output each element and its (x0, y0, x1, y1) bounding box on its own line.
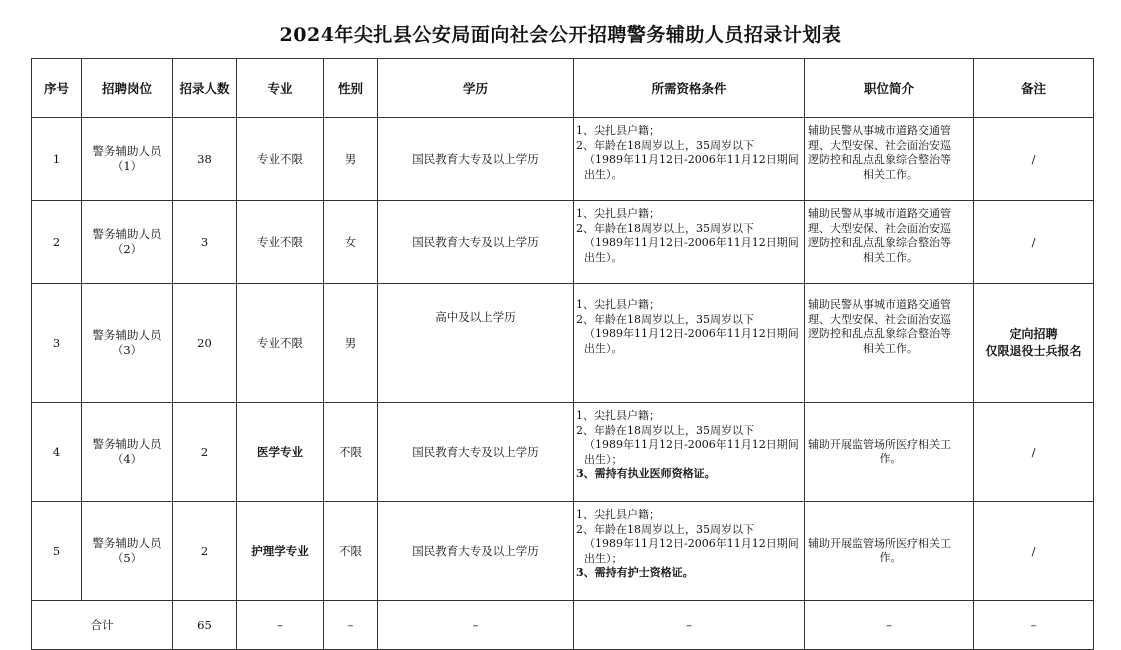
row-major: 医学专业 (237, 403, 324, 502)
row-education: 国民教育大专及以上学历 (378, 502, 574, 601)
total-dash: – (805, 601, 974, 650)
row-conditions: 1、尖扎县户籍； 2、年龄在18周岁以上，35周岁以下 （1989年11月12日-2006年11月12日期间 出生）； 3、需持有护士资格证。 (574, 502, 805, 601)
row-major: 专业不限 (237, 284, 324, 403)
row-conditions: 1、尖扎县户籍； 2、年龄在18周岁以上，35周岁以下 （1989年11月12日-2006年11月12日期间 出生）； 3、需持有执业医师资格证。 (574, 403, 805, 502)
row-duty: 辅助开展监管场所医疗相关工 作。 (805, 403, 974, 502)
total-row (32, 601, 1094, 650)
total-dash: – (574, 601, 805, 650)
row-conditions: 1、尖扎县户籍； 2、年龄在18周岁以上，35周岁以下 （1989年11月12日-2006年11月12日期间 出生）。 (574, 284, 805, 403)
header-duty: 职位简介 (805, 59, 974, 118)
row-note: / (974, 118, 1094, 201)
total-label: 合计 (32, 601, 173, 650)
row-post: 警务辅助人员 （1） (82, 118, 173, 201)
total-dash: – (974, 601, 1094, 650)
header-education: 学历 (378, 59, 574, 118)
row-count: 2 (173, 403, 237, 502)
row-count: 38 (173, 118, 237, 201)
row-no: 1 (32, 118, 82, 201)
row-gender: 不限 (324, 502, 378, 601)
row-no: 4 (32, 403, 82, 502)
row-count: 20 (173, 284, 237, 403)
row-post: 警务辅助人员 （3） (82, 284, 173, 403)
row-duty: 辅助开展监管场所医疗相关工 作。 (805, 502, 974, 601)
header-conditions: 所需资格条件 (574, 59, 805, 118)
row-no: 5 (32, 502, 82, 601)
row-conditions: 1、尖扎县户籍； 2、年龄在18周岁以上，35周岁以下 （1989年11月12日-2006年11月12日期间 出生）。 (574, 118, 805, 201)
row-count: 2 (173, 502, 237, 601)
page-title: 2024年尖扎县公安局面向社会公开招聘警务辅助人员招录计划表 (279, 24, 842, 46)
row-major: 专业不限 (237, 201, 324, 284)
table-row (32, 502, 1094, 601)
row-gender: 女 (324, 201, 378, 284)
row-note: / (974, 502, 1094, 601)
row-education: 国民教育大专及以上学历 (378, 118, 574, 201)
header-gender: 性别 (324, 59, 378, 118)
row-post: 警务辅助人员 （4） (82, 403, 173, 502)
row-count: 3 (173, 201, 237, 284)
header-major: 专业 (237, 59, 324, 118)
header-post: 招聘岗位 (82, 59, 173, 118)
total-dash: – (237, 601, 324, 650)
table-row (32, 284, 1094, 403)
row-duty: 辅助民警从事城市道路交通管 理、大型安保、社会面治安巡 逻防控和乱点乱象综合整治等 相关工作。 (805, 118, 974, 201)
row-note: 定向招聘 仅限退役士兵报名 (974, 284, 1094, 403)
recruitment-plan-table (31, 58, 1094, 650)
row-no: 2 (32, 201, 82, 284)
table-row (32, 118, 1094, 201)
row-no: 3 (32, 284, 82, 403)
row-major: 专业不限 (237, 118, 324, 201)
row-post: 警务辅助人员 （5） (82, 502, 173, 601)
table-row (32, 201, 1094, 284)
row-major: 护理学专业 (237, 502, 324, 601)
row-post: 警务辅助人员 （2） (82, 201, 173, 284)
row-education: 国民教育大专及以上学历 (378, 403, 574, 502)
row-note: / (974, 403, 1094, 502)
total-dash: – (378, 601, 574, 650)
row-note: / (974, 201, 1094, 284)
row-gender: 不限 (324, 403, 378, 502)
row-duty: 辅助民警从事城市道路交通管 理、大型安保、社会面治安巡 逻防控和乱点乱象综合整治等 相关工作。 (805, 284, 974, 403)
header-count: 招录人数 (173, 59, 237, 118)
header-no: 序号 (32, 59, 82, 118)
row-gender: 男 (324, 118, 378, 201)
row-conditions: 1、尖扎县户籍； 2、年龄在18周岁以上，35周岁以下 （1989年11月12日-2006年11月12日期间 出生）。 (574, 201, 805, 284)
header-row (32, 59, 1094, 118)
row-duty: 辅助民警从事城市道路交通管 理、大型安保、社会面治安巡 逻防控和乱点乱象综合整治等 相关工作。 (805, 201, 974, 284)
row-gender: 男 (324, 284, 378, 403)
total-count: 65 (173, 601, 237, 650)
row-education: 高中及以上学历 (378, 284, 574, 403)
header-note: 备注 (974, 59, 1094, 118)
row-education: 国民教育大专及以上学历 (378, 201, 574, 284)
table-row (32, 403, 1094, 502)
total-dash: – (324, 601, 378, 650)
